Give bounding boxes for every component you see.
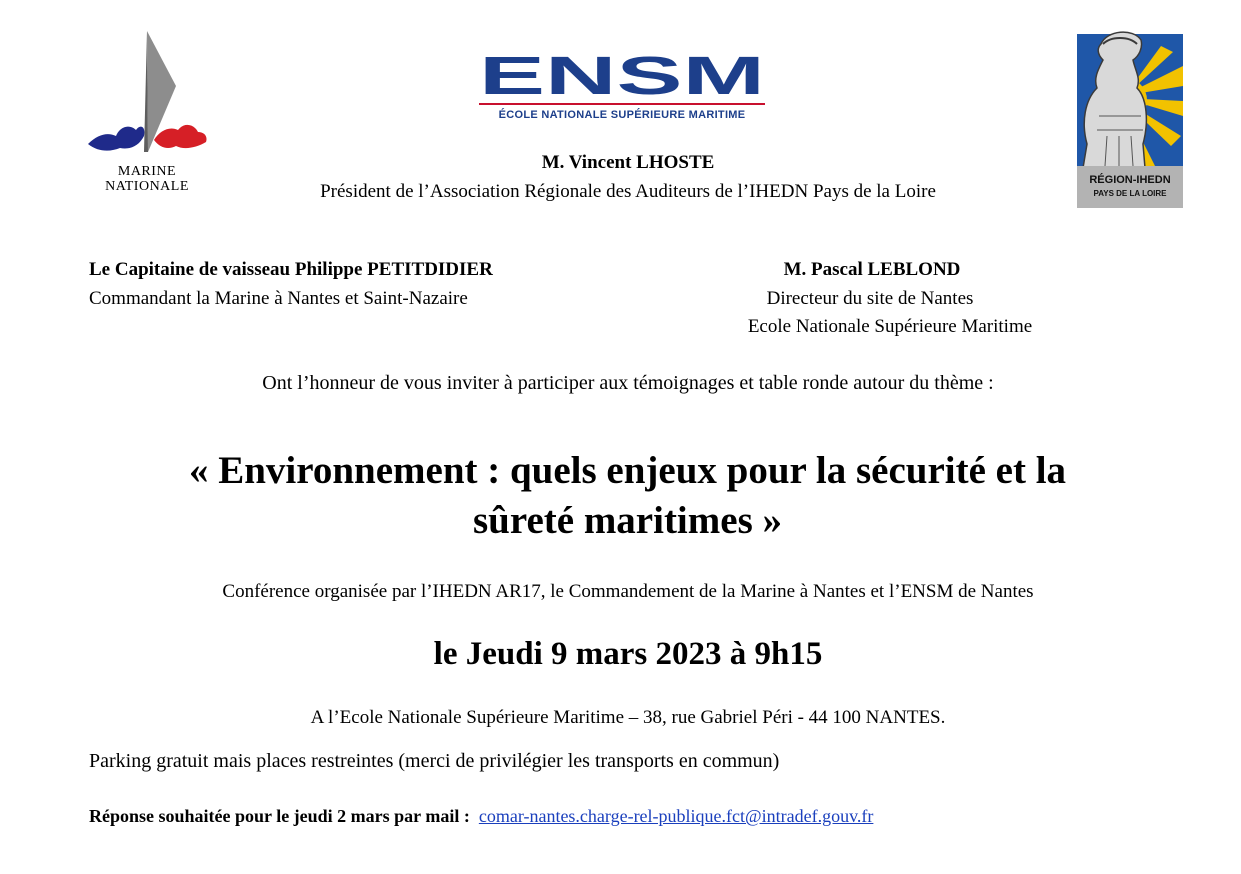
cohost-right-title2: Ecole Nationale Supérieure Maritime xyxy=(747,316,1033,337)
cohost-left-title: Commandant la Marine à Nantes et Saint-Nazaire xyxy=(89,288,468,309)
organizers-text: Conférence organisée par l’IHEDN AR17, le Commandement de la Marine à Nantes et l’ENSM de Nantes xyxy=(222,581,1034,602)
invitation-text: Ont l’honneur de vous inviter à participer aux témoignages et table ronde autour du thème : xyxy=(262,372,994,394)
event-address: A l’Ecole Nationale Supérieure Maritime – 38, rue Gabriel Péri - 44 100 NANTES. xyxy=(310,707,946,728)
rsvp-email-link[interactable]: comar-nantes.charge-rel-publique.fct@intradef.gouv.fr xyxy=(478,806,874,826)
event-date: le Jeudi 9 mars 2023 à 9h15 xyxy=(433,636,823,672)
svg-text:ENSM: ENSM xyxy=(479,52,765,106)
ihedn-logo-line2: PAYS DE LA LOIRE xyxy=(1093,189,1167,198)
theme-title-line2: sûreté maritimes » xyxy=(472,499,782,542)
theme-title xyxy=(60,446,1195,546)
rsvp-label: Réponse souhaitée pour le jeudi 2 mars par mail : xyxy=(89,806,470,826)
ihedn-logo-line1: RÉGION-IHEDN xyxy=(1089,174,1171,186)
cohost-left-name: Le Capitaine de vaisseau Philippe PETITDIDIER xyxy=(89,259,493,280)
parking-note: Parking gratuit mais places restreintes (merci de privilégier les transports en commun) xyxy=(89,750,780,772)
ensm-logo xyxy=(476,52,768,122)
theme-title-line1: « Environnement : quels enjeux pour la sécurité et la xyxy=(188,449,1067,492)
marine-logo-line1: MARINE xyxy=(117,164,177,179)
host-title: Président de l’Association Régionale des Auditeurs de l’IHEDN Pays de la Loire xyxy=(320,181,936,202)
cohost-right-title1: Directeur du site de Nantes xyxy=(766,288,974,309)
ensm-logo-subtitle: ÉCOLE NATIONALE SUPÉRIEURE MARITIME xyxy=(498,109,746,121)
cohost-right-name: M. Pascal LEBLOND xyxy=(783,259,961,280)
marine-logo-line2: NATIONALE xyxy=(105,179,189,194)
host-name: M. Vincent LHOSTE xyxy=(541,152,715,173)
ensm-wordmark-icon xyxy=(476,52,768,108)
marine-nationale-emblem-icon xyxy=(84,28,214,163)
rsvp-line xyxy=(89,805,873,827)
